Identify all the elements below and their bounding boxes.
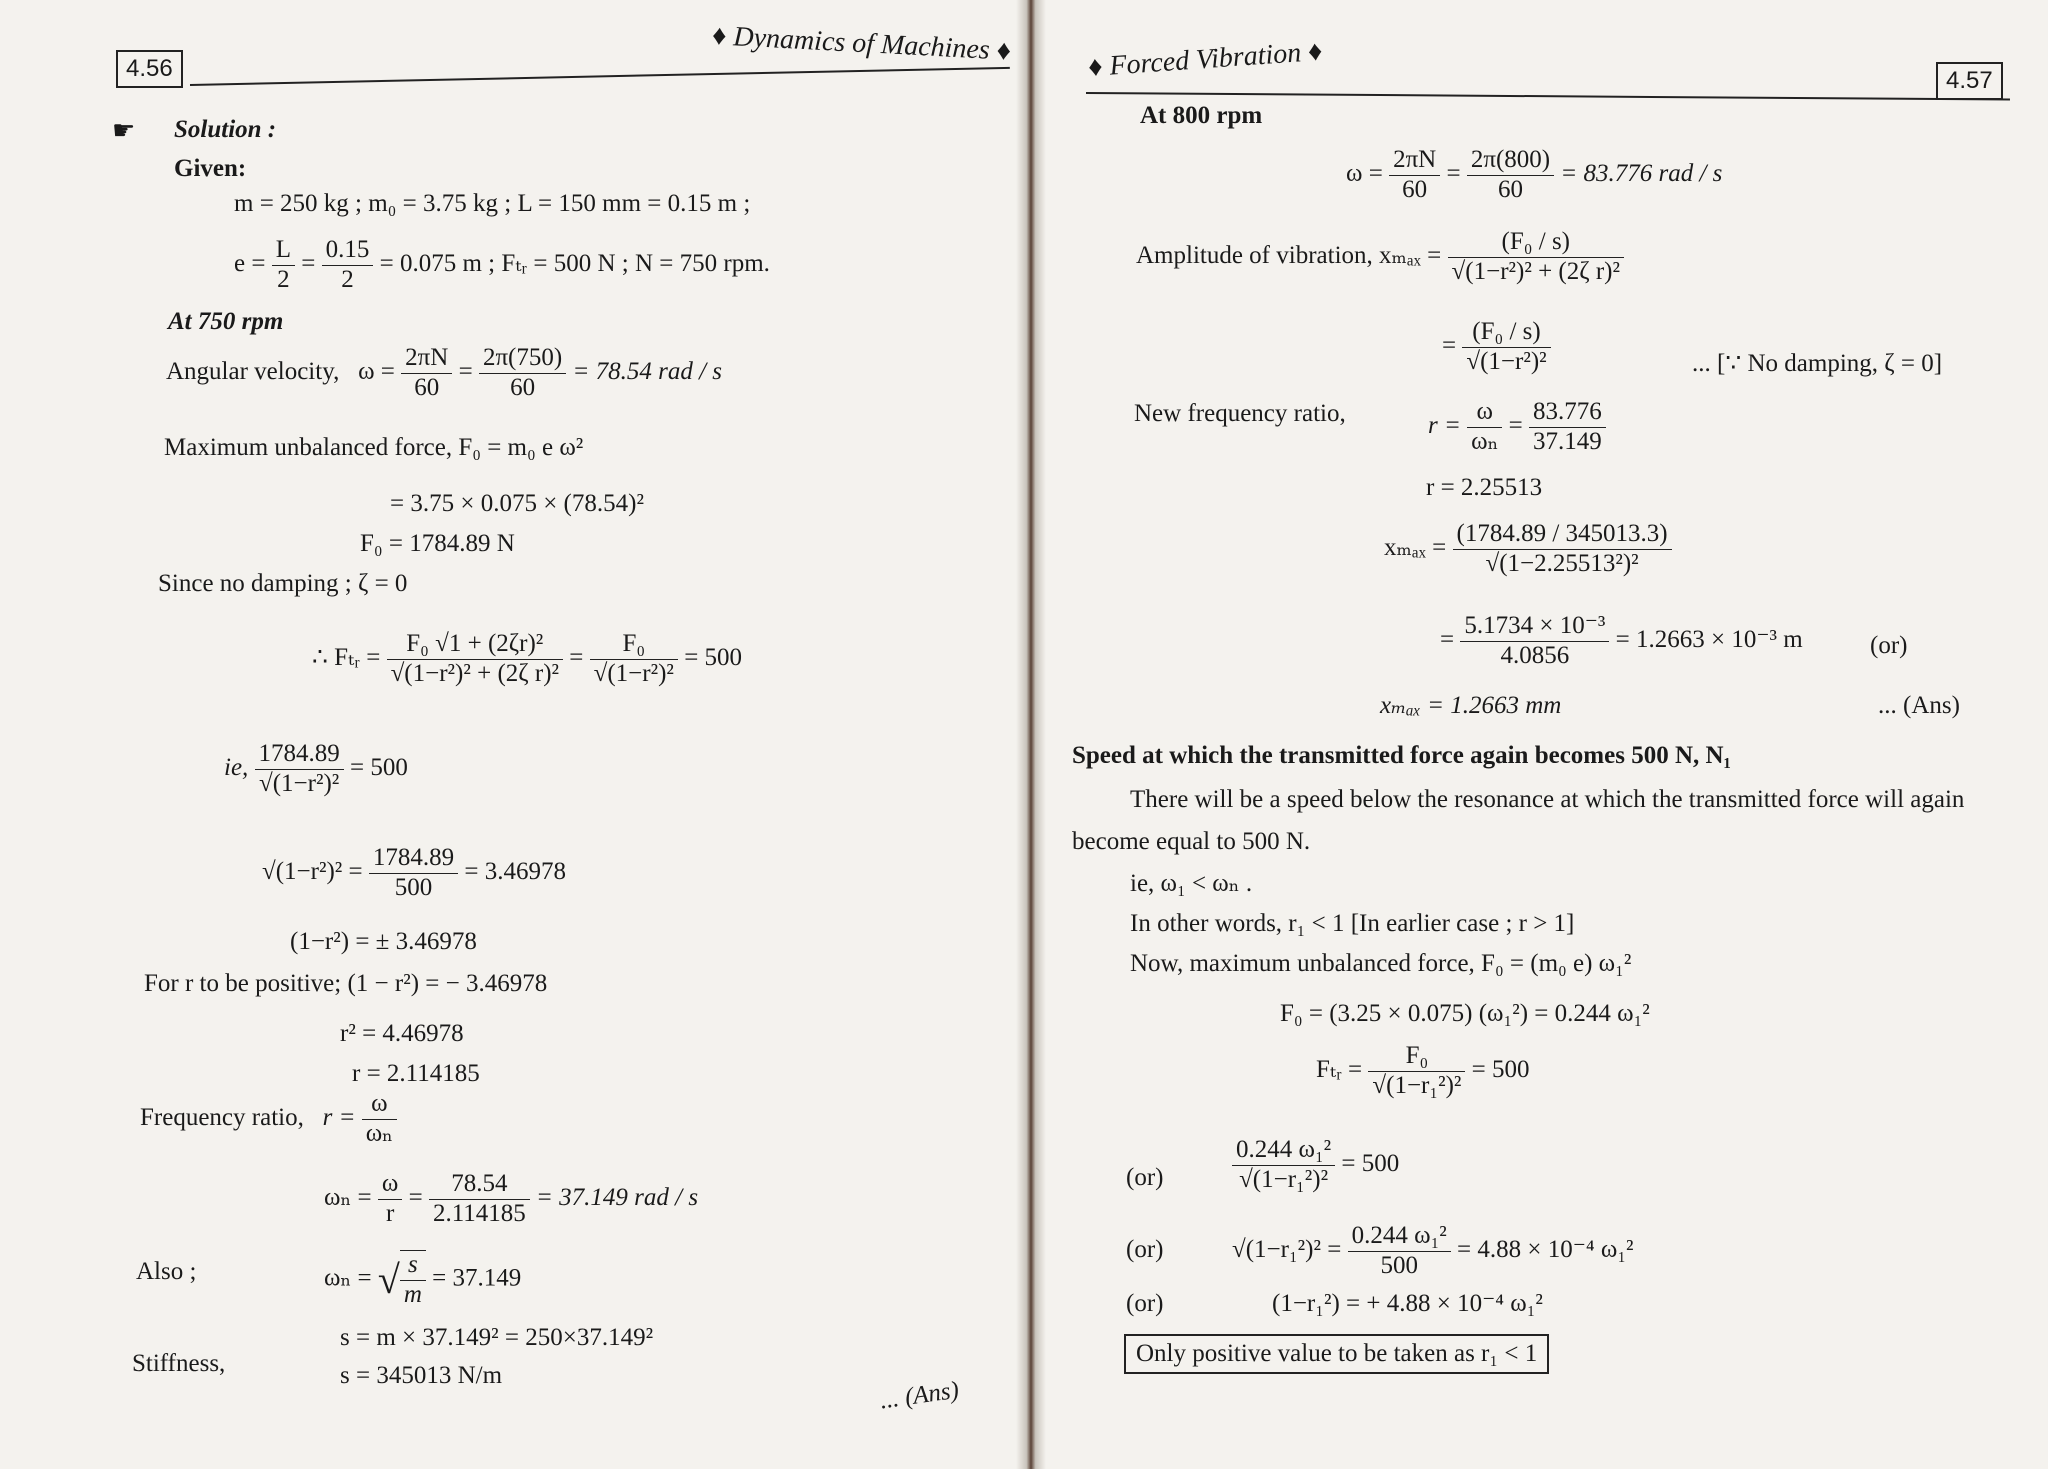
wn-f2-num: 78.54	[429, 1170, 530, 1200]
w-result: = 83.776 rad / s	[1560, 159, 1723, 187]
xmax-equation	[1384, 520, 1672, 579]
eq2-den: 500	[1380, 1251, 1418, 1279]
frequency-ratio-equation	[140, 1090, 397, 1149]
also-equation	[324, 1250, 521, 1310]
xmax2-den: 4.0856	[1500, 641, 1570, 669]
ftr-right-lhs: Fₜᵣ =	[1316, 1055, 1363, 1083]
xmax2-num: 5.1734 × 10⁻³	[1460, 612, 1609, 642]
amp-num: (F₀ / s)	[1448, 228, 1624, 258]
angvel-f1-num: 2πN	[401, 344, 452, 374]
ie-omega-line: ie, ω₁ < ωₙ .	[1130, 870, 1253, 897]
also-rhs: = 37.149	[432, 1264, 522, 1292]
page-number-left: 4.56	[116, 50, 183, 88]
new-frequency-ratio-equation: r = $\frac{\omega}{\text{ωₙ}}$ = $\frac{83.776}{37.149}$	[1428, 398, 1606, 457]
eq2-rhs: = 4.88 × 10⁻⁴ ω₁²	[1457, 1235, 1634, 1263]
speed-heading: Speed at which the transmitted force again becomes 500 N, N₁	[1072, 742, 1732, 769]
wn-result: = 37.149 rad / s	[536, 1183, 699, 1211]
angvel-f2-num: 2π(750)	[479, 344, 566, 374]
ftr-right-equation	[1316, 1042, 1530, 1101]
equation-or-2	[1232, 1222, 1634, 1281]
given-label: Given:	[174, 155, 247, 182]
at-800-heading: At 800 rpm	[1140, 102, 1263, 129]
w-f1-num: 2πN	[1389, 146, 1440, 176]
freqratio-num: ω	[362, 1090, 397, 1120]
eq2-num: 0.244 ω₁²	[1348, 1222, 1451, 1252]
ie-equation	[224, 740, 408, 799]
plus-minus-line: (1−r²) = ± 3.46978	[290, 928, 477, 955]
ie-rhs: = 500	[350, 753, 408, 781]
given-e-equation: e = $\frac{L}{2}$ = $\frac{0.15}{2}$ = 0.075 m ; Fₜᵣ = 500 N ; N = 750 rpm.	[234, 236, 770, 293]
eq2-lhs: √(1−r₁²)² =	[1232, 1235, 1342, 1263]
f0-calculation: = 3.75 × 0.075 × (78.54)²	[390, 490, 644, 517]
r-value: r = 2.114185	[352, 1060, 480, 1087]
header-rule-right	[1086, 92, 2010, 100]
xmax-num: (1784.89 / 345013.3)	[1453, 520, 1672, 550]
wn-f1-den: r	[385, 1199, 395, 1227]
angvel-result: = 78.54 rad / s	[572, 357, 722, 385]
amplitude-no-damping-equation	[1442, 318, 1551, 377]
new-frequency-ratio-label: New frequency ratio,	[1134, 400, 1346, 427]
ftr-right-rhs: = 500	[1471, 1055, 1530, 1083]
ie-lhs: ie,	[224, 753, 249, 781]
newfreq-f2-num: 83.776	[1529, 398, 1606, 428]
stiffness-label: Stiffness,	[132, 1350, 226, 1377]
sqrt-num: 1784.89	[369, 844, 458, 874]
sqrt-symbol: √	[377, 1256, 400, 1302]
running-header-left: ♦ Dynamics of Machines ♦	[711, 20, 1012, 67]
e-frac1-den: 2	[277, 265, 290, 293]
angvel-f1-den: 60	[414, 373, 440, 401]
ftr-lhs: ∴ Fₜᵣ =	[312, 643, 381, 671]
or-label-3: (or)	[1126, 1290, 1164, 1317]
ftr-right-den: √(1−r₁²)²	[1372, 1071, 1462, 1099]
equation-or-3: (1−r₁²) = + 4.88 × 10⁻⁴ ω₁²	[1272, 1290, 1543, 1317]
angular-velocity-equation: Angular velocity, ω = $\frac{2\pi N}{60}$ = $\frac{2\pi(750)}{60}$ = 78.54 rad / s	[166, 344, 722, 401]
freqratio-den: ωₙ	[365, 1119, 393, 1147]
ftr-right-num: F₀	[1368, 1042, 1465, 1072]
ie-num: 1784.89	[255, 740, 344, 770]
ftr-result: = 500	[684, 643, 743, 671]
e-lhs: e =	[234, 249, 266, 277]
newfreq-f2-den: 37.149	[1533, 427, 1602, 455]
equation-or-1	[1232, 1136, 1399, 1195]
stiffness-calculation: s = m × 37.149² = 250×37.149²	[340, 1324, 654, 1351]
eq1-rhs: = 500	[1341, 1149, 1400, 1177]
stiffness-value: s = 345013 N/m	[340, 1362, 503, 1389]
xmax2-eq: =	[1440, 625, 1455, 653]
transmitted-force-equation: ∴ Fₜᵣ = $\frac{\text{F₀ √1 + (2ζr)²}}{\text{√(1−r²)² + (2ζ r)²}}$ = $\frac{\text{F₀}}{\text{√(1−r²)²}}$ = 500	[312, 630, 743, 687]
no-damping-statement: Since no damping ; ζ = 0	[158, 570, 408, 597]
book-spine	[1016, 0, 1046, 1469]
angvel-lhs: ω =	[358, 357, 395, 385]
e-frac1-num: L	[272, 236, 295, 266]
ftr-f2-den: √(1−r²)²	[593, 659, 674, 687]
r-value-800: r = 2.25513	[1426, 474, 1543, 501]
right-page	[1046, 0, 2048, 1469]
eq1-num: 0.244 ω₁²	[1232, 1136, 1335, 1166]
f0-value: F₀ = 1784.89 N	[360, 530, 515, 557]
newfreq-lhs: r =	[1428, 411, 1461, 439]
ftr-f1-den: √(1−r²)² + (2ζ r)²	[390, 659, 560, 687]
no-damping-note: ... [∵ No damping, ζ = 0]	[1692, 350, 1943, 377]
w-f2-num: 2π(800)	[1467, 146, 1554, 176]
page-number-right: 4.57	[1936, 62, 2003, 100]
r-squared-value: r² = 4.46978	[340, 1020, 464, 1047]
e-rest: = 0.075 m ; Fₜᵣ = 500 N ; N = 750 rpm.	[379, 249, 770, 277]
or-label-1: (or)	[1126, 1164, 1164, 1191]
xmax-den: √(1−2.25513²)²	[1485, 549, 1639, 577]
also-label: Also ;	[136, 1258, 197, 1285]
paragraph-line-2: become equal to 500 N.	[1072, 828, 1311, 855]
wn-f2-den: 2.114185	[432, 1199, 526, 1227]
xmax-final: xₘₐₓ = 1.2663 mm	[1380, 692, 1562, 719]
xmax-lhs: xₘₐₓ =	[1384, 533, 1447, 561]
sqrt-den: 500	[394, 873, 433, 901]
xmax2-rhs: = 1.2663 × 10⁻³ m	[1615, 625, 1803, 653]
omega-800-equation: ω = $\frac{2\pi N}{60}$ = $\frac{2\pi(800)}{60}$ = 83.776 rad / s	[1346, 146, 1723, 203]
positive-condition-line: For r to be positive; (1 − r²) = − 3.46978	[144, 970, 548, 997]
amp2-eq: =	[1442, 331, 1457, 359]
running-header-right: ♦ Forced Vibration ♦	[1087, 35, 1324, 84]
freqratio-lhs: r =	[322, 1103, 356, 1131]
natural-frequency-equation: ωₙ = $\frac{\omega}{r}$ = $\frac{78.54}{2.114185}$ = 37.149 rad / s	[324, 1170, 699, 1227]
ie-den: √(1−r²)²	[259, 769, 340, 797]
also-den: m	[403, 1280, 422, 1308]
w-lhs: ω =	[1346, 159, 1383, 187]
e-frac2-num: 0.15	[322, 236, 374, 266]
answer-marker-left: ... (Ans)	[878, 1376, 961, 1415]
also-num: s	[400, 1251, 426, 1281]
solution-heading: Solution :	[174, 116, 277, 143]
given-line-1: m = 250 kg ; m₀ = 3.75 kg ; L = 150 mm = 0.15 m ;	[234, 190, 751, 217]
amp2-den: √(1−r²)²	[1466, 347, 1547, 375]
amp2-num: (F₀ / s)	[1462, 318, 1550, 348]
angvel-label: Angular velocity,	[166, 357, 340, 385]
e-frac2-den: 2	[341, 265, 354, 293]
ftr-f2-num: F₀	[590, 630, 678, 660]
now-force-line: Now, maximum unbalanced force, F₀ = (m₀ e) ω₁²	[1130, 950, 1632, 977]
answer-marker-right: ... (Ans)	[1878, 692, 1960, 719]
newfreq-f1-num: ω	[1467, 398, 1502, 428]
pointing-hand-icon: ☛	[112, 116, 136, 145]
newfreq-f1-den: ωₙ	[1471, 427, 1499, 455]
freqratio-label: Frequency ratio,	[140, 1103, 304, 1131]
left-page	[0, 0, 1016, 1469]
ftr-f1-num: F₀ √1 + (2ζr)²	[387, 630, 563, 660]
max-unbalanced-force: Maximum unbalanced force, F₀ = m₀ e ω²	[164, 434, 584, 461]
at-750-heading: At 750 rpm	[168, 308, 284, 335]
w-f1-den: 60	[1402, 175, 1428, 203]
w-f2-den: 60	[1498, 175, 1523, 203]
other-words-line: In other words, r₁ < 1 [In earlier case ; r > 1]	[1130, 910, 1575, 937]
or-label-xmax: (or)	[1870, 632, 1908, 659]
amp-den: √(1−r²)² + (2ζ r)²	[1451, 257, 1621, 285]
sqrt-equation	[262, 844, 566, 903]
positive-value-note-box: Only positive value to be taken as r₁ < 1	[1124, 1334, 1549, 1374]
header-rule-left	[190, 67, 1010, 86]
xmax-value-equation	[1440, 612, 1803, 671]
wn-f1-num: ω	[378, 1170, 402, 1200]
paragraph-line-1: There will be a speed below the resonance at which the transmitted force will again	[1130, 786, 1965, 813]
amplitude-equation	[1136, 228, 1624, 287]
sqrt-lhs: √(1−r²)² =	[262, 857, 363, 885]
amp-label: Amplitude of vibration, xₘₐₓ =	[1136, 241, 1442, 269]
also-lhs: ωₙ =	[324, 1264, 372, 1292]
f0-expression-line: F₀ = (3.25 × 0.075) (ω₁²) = 0.244 ω₁²	[1280, 1000, 1650, 1027]
angvel-f2-den: 60	[510, 373, 536, 401]
wn-lhs: ωₙ =	[324, 1183, 372, 1211]
eq1-den: √(1−r₁²)²	[1239, 1165, 1329, 1193]
or-label-2: (or)	[1126, 1236, 1164, 1263]
sqrt-rhs: = 3.46978	[464, 857, 566, 885]
